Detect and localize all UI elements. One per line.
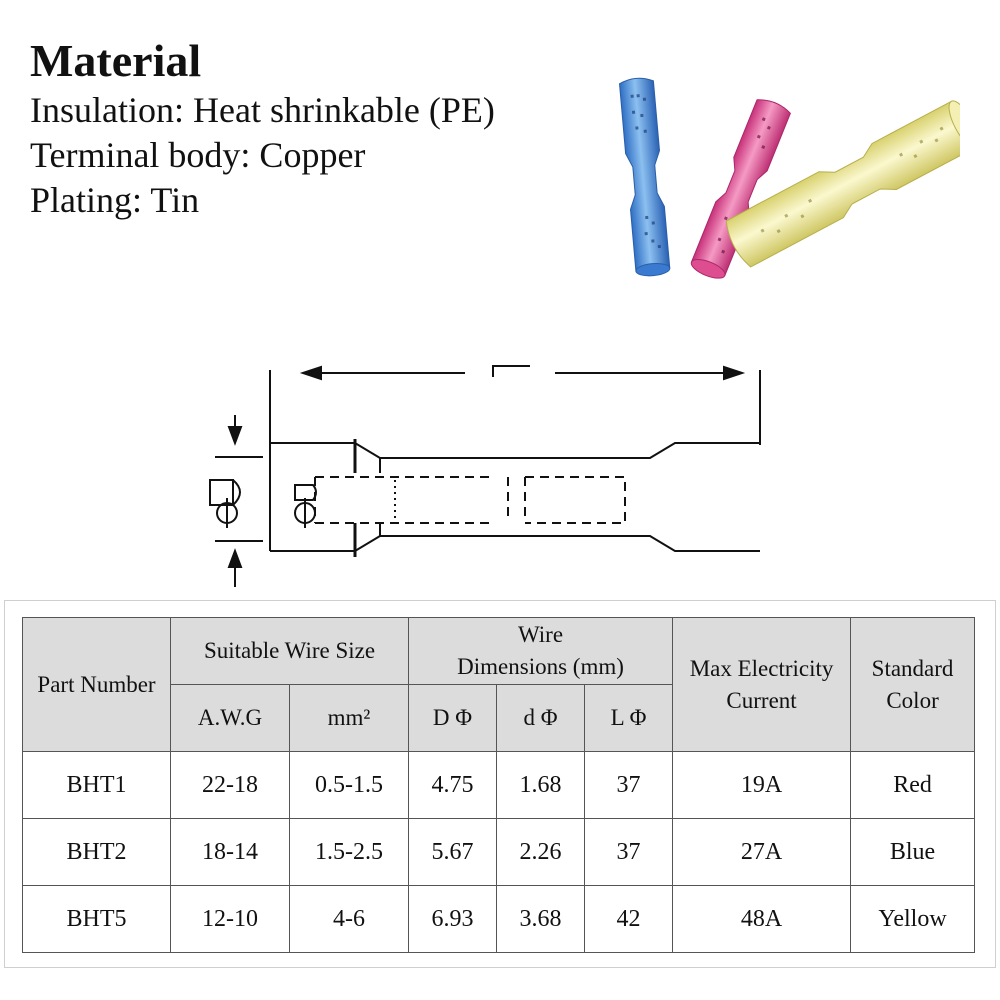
header-d-big: D Φ — [409, 685, 497, 752]
cell-mm2: 0.5-1.5 — [290, 752, 409, 819]
cell-d-small: 2.26 — [497, 819, 585, 886]
inner-barrel — [315, 477, 625, 523]
cell-color: Yellow — [851, 886, 975, 953]
header-standard-color — [851, 618, 975, 752]
cell-awg: 12-10 — [171, 886, 290, 953]
butt-connector-photo — [600, 70, 960, 290]
cell-mm2: 1.5-2.5 — [290, 819, 409, 886]
length-dimension — [270, 366, 760, 445]
table-row — [23, 819, 975, 886]
cell-l: 37 — [585, 752, 673, 819]
header-d-small: d Φ — [497, 685, 585, 752]
cell-awg: 22-18 — [171, 752, 290, 819]
table-row — [23, 752, 975, 819]
cell-d-small: 3.68 — [497, 886, 585, 953]
header-mm2: mm² — [290, 685, 409, 752]
header-max-current-line2: Current — [726, 687, 797, 713]
header-awg: A.W.G — [171, 685, 290, 752]
header-standard-color-line1: Standard — [871, 655, 954, 681]
spec-table — [22, 617, 975, 953]
header-suitable-wire-size: Suitable Wire Size — [171, 618, 409, 685]
cell-part: BHT1 — [23, 752, 171, 819]
header-standard-color-line2: Color — [886, 687, 939, 713]
material-title: Material — [30, 35, 202, 86]
cell-color: Blue — [851, 819, 975, 886]
header-max-current-line1: Max Electricity — [689, 655, 834, 681]
insulation-text: Insulation: Heat shrinkable (PE) — [30, 90, 495, 130]
header-wire-dimensions-line1: Wire — [518, 622, 564, 647]
header-max-current — [673, 618, 851, 752]
cell-part: BHT2 — [23, 819, 171, 886]
dimension-drawing — [195, 355, 795, 595]
cell-current: 19A — [673, 752, 851, 819]
sleeve-outline — [270, 439, 760, 557]
header-part-number: Part Number — [23, 618, 171, 752]
material-section — [30, 34, 495, 223]
table-row — [23, 886, 975, 953]
cell-mm2: 4-6 — [290, 886, 409, 953]
header-wire-dimensions — [409, 618, 673, 685]
header-wire-dimensions-line2: Dimensions (mm) — [457, 654, 624, 679]
cell-l: 37 — [585, 819, 673, 886]
cell-awg: 18-14 — [171, 819, 290, 886]
cell-d-big: 5.67 — [409, 819, 497, 886]
cell-d-big: 4.75 — [409, 752, 497, 819]
cell-color: Red — [851, 752, 975, 819]
cell-part: BHT5 — [23, 886, 171, 953]
cell-d-big: 6.93 — [409, 886, 497, 953]
plating-text: Plating: Tin — [30, 180, 200, 220]
blue-sleeve — [619, 77, 670, 277]
cell-l: 42 — [585, 886, 673, 953]
cell-d-small: 1.68 — [497, 752, 585, 819]
cell-current: 48A — [673, 886, 851, 953]
diameter-dimension — [210, 415, 316, 587]
header-l: L Φ — [585, 685, 673, 752]
cell-current: 27A — [673, 819, 851, 886]
terminal-body-text: Terminal body: Copper — [30, 135, 366, 175]
